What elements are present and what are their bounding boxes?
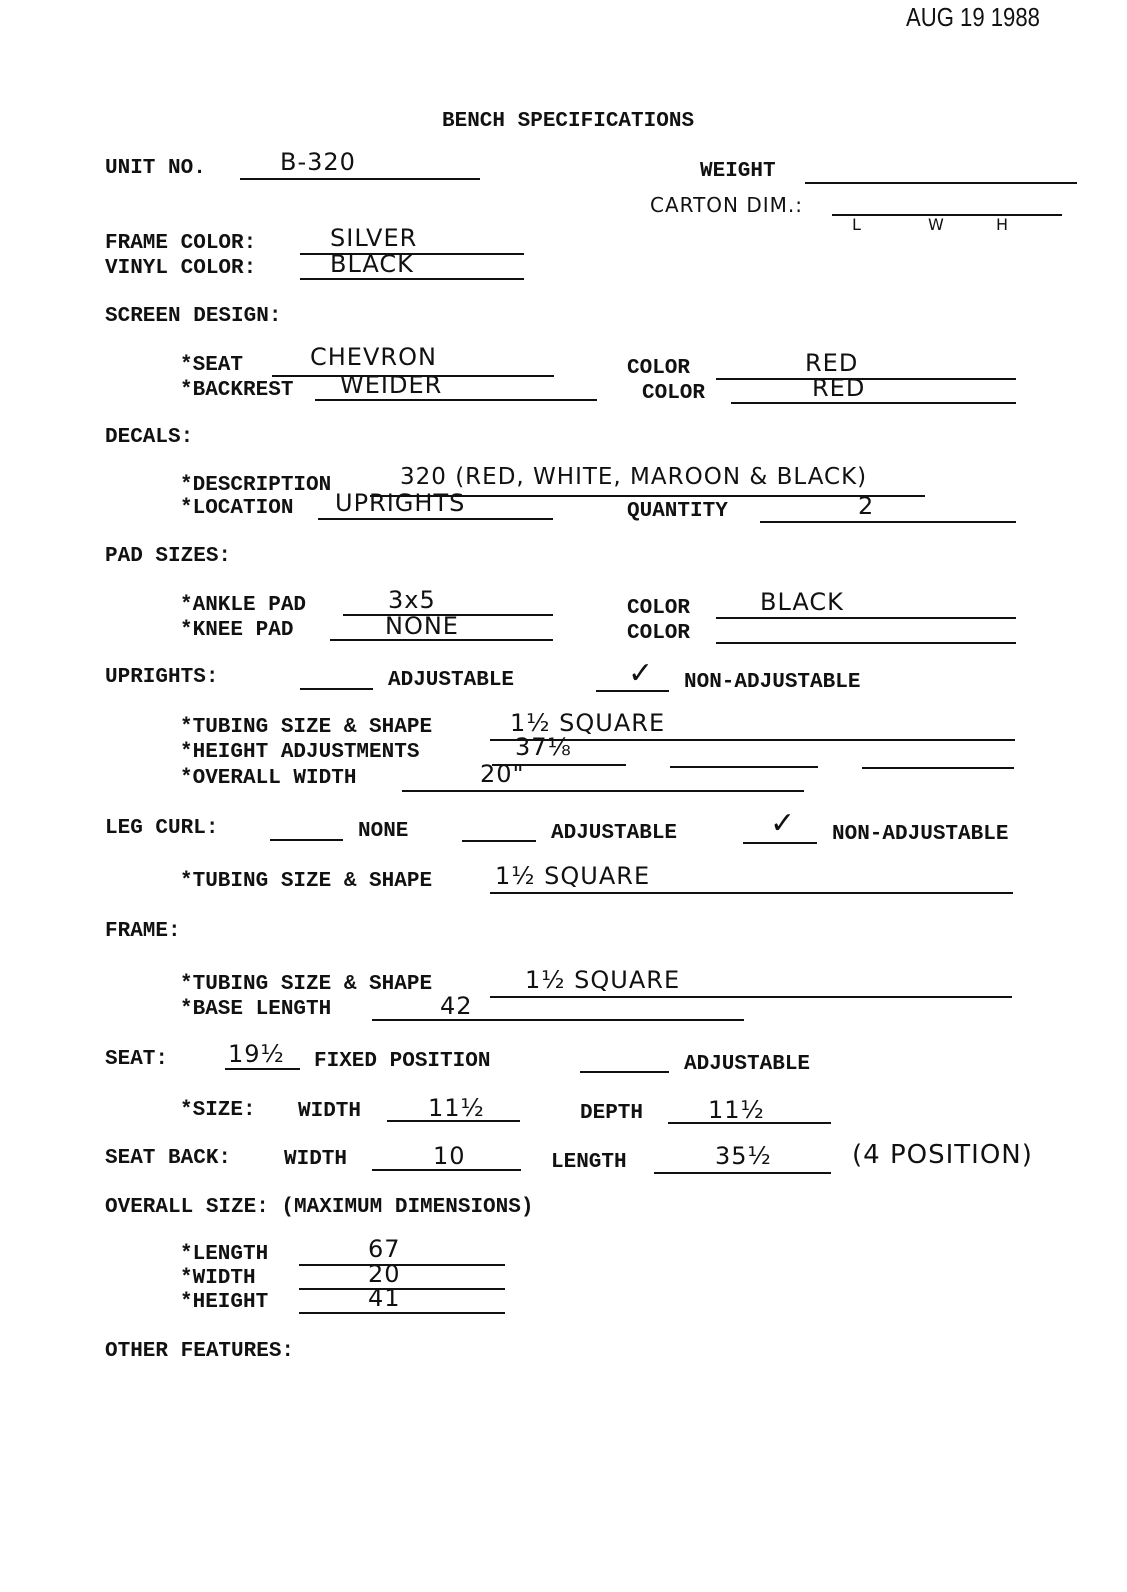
overall-width-value-2: 20 xyxy=(368,1260,401,1288)
field-line xyxy=(805,182,1077,184)
other-features-heading: OTHER FEATURES: xyxy=(105,1340,295,1363)
overall-width-value: 20" xyxy=(480,760,525,788)
unit-no-label: UNIT NO. xyxy=(105,157,206,180)
field-line xyxy=(240,178,480,180)
vinyl-color-label: VINYL COLOR: xyxy=(105,257,257,280)
knee-color-label: COLOR xyxy=(627,622,691,645)
quantity-value: 2 xyxy=(858,492,875,520)
leg-curl-none-label: NONE xyxy=(358,820,409,843)
seat-width-value: 11½ xyxy=(428,1094,485,1122)
quantity-label: QUANTITY xyxy=(627,500,728,523)
overall-length-label: *LENGTH xyxy=(180,1243,269,1266)
seat-label: *SEAT xyxy=(180,354,244,377)
seat-back-heading: SEAT BACK: xyxy=(105,1147,232,1170)
ankle-pad-value: 3x5 xyxy=(388,586,436,614)
dim-h: H xyxy=(996,215,1010,234)
uprights-adjustable-label: ADJUSTABLE xyxy=(388,669,515,692)
base-length-value: 42 xyxy=(440,992,473,1020)
seat-adjustable-label: ADJUSTABLE xyxy=(684,1053,811,1076)
height-adjustments-label: *HEIGHT ADJUSTMENTS xyxy=(180,741,420,764)
seat-width-label: WIDTH xyxy=(298,1100,362,1123)
field-line xyxy=(580,1071,669,1073)
overall-width-label-2: *WIDTH xyxy=(180,1267,256,1290)
field-line xyxy=(300,278,524,280)
seat-back-length-label: LENGTH xyxy=(551,1151,627,1174)
field-line xyxy=(716,642,1016,644)
uprights-non-adjustable-label: NON-ADJUSTABLE xyxy=(684,671,861,694)
backrest-value: WEIDER xyxy=(340,371,443,399)
seat-back-width-label: WIDTH xyxy=(284,1148,348,1171)
field-line xyxy=(670,766,818,768)
field-line xyxy=(743,842,817,844)
field-line xyxy=(716,378,1016,380)
field-line xyxy=(270,839,343,841)
uprights-tubing-value: 1½ SQUARE xyxy=(510,709,666,737)
seat-color-label: COLOR xyxy=(627,357,691,380)
field-line xyxy=(299,1312,505,1314)
date-stamp: AUG 19 1988 xyxy=(906,2,1040,32)
overall-size-heading: OVERALL SIZE: (MAXIMUM DIMENSIONS) xyxy=(105,1196,534,1219)
frame-heading: FRAME: xyxy=(105,920,181,943)
backrest-label: *BACKREST xyxy=(180,379,294,402)
ankle-color-value: BLACK xyxy=(760,588,844,616)
location-label: *LOCATION xyxy=(180,497,294,520)
field-line xyxy=(402,790,804,792)
field-line xyxy=(490,892,1013,894)
field-line xyxy=(318,518,553,520)
backrest-color-value: RED xyxy=(812,374,866,402)
pad-sizes-heading: PAD SIZES: xyxy=(105,545,232,568)
field-line xyxy=(716,617,1016,619)
knee-pad-value: NONE xyxy=(385,612,459,640)
leg-curl-non-adjustable-label: NON-ADJUSTABLE xyxy=(832,823,1009,846)
unit-no-value: B-320 xyxy=(280,148,356,176)
dim-w: W xyxy=(928,215,945,234)
frame-color-label: FRAME COLOR: xyxy=(105,232,257,255)
leg-curl-tubing-label: *TUBING SIZE & SHAPE xyxy=(180,870,433,893)
seat-depth-value: 11½ xyxy=(708,1096,765,1124)
check-mark-icon: ✓ xyxy=(628,656,655,691)
seat-size-label: *SIZE: xyxy=(180,1099,256,1122)
field-line xyxy=(387,1120,520,1122)
seat-back-length-value: 35½ xyxy=(715,1142,772,1170)
field-line xyxy=(654,1172,831,1174)
carton-dim-label: CARTON DIM.: xyxy=(650,193,804,217)
field-line xyxy=(330,639,553,641)
field-line xyxy=(315,399,597,401)
description-label: *DESCRIPTION xyxy=(180,474,332,497)
field-line xyxy=(372,1169,521,1171)
field-line xyxy=(862,767,1014,769)
field-line xyxy=(760,521,1016,523)
base-length-label: *BASE LENGTH xyxy=(180,998,332,1021)
dim-l: L xyxy=(852,215,862,234)
weight-label: WEIGHT xyxy=(700,160,776,183)
decals-heading: DECALS: xyxy=(105,426,194,449)
ankle-color-label: COLOR xyxy=(627,597,691,620)
frame-tubing-value: 1½ SQUARE xyxy=(525,966,681,994)
frame-color-value: SILVER xyxy=(330,224,418,252)
overall-height-label: *HEIGHT xyxy=(180,1291,269,1314)
field-line xyxy=(372,1019,744,1021)
description-value: 320 (RED, WHITE, MAROON & BLACK) xyxy=(400,464,868,490)
leg-curl-adjustable-label: ADJUSTABLE xyxy=(551,822,678,845)
field-line xyxy=(462,840,536,842)
location-value: UPRIGHTS xyxy=(335,489,466,517)
field-line xyxy=(299,1288,505,1290)
fixed-position-label: FIXED POSITION xyxy=(314,1050,491,1073)
seat-heading: SEAT: xyxy=(105,1048,169,1071)
seat-design-value: CHEVRON xyxy=(310,343,437,371)
leg-curl-tubing-value: 1½ SQUARE xyxy=(495,862,651,890)
vinyl-color-value: BLACK xyxy=(330,250,414,278)
overall-height-value: 41 xyxy=(368,1284,401,1312)
field-line xyxy=(490,996,1012,998)
frame-tubing-label: *TUBING SIZE & SHAPE xyxy=(180,973,433,996)
check-mark-icon: ✓ xyxy=(770,806,797,841)
field-line xyxy=(668,1122,831,1124)
field-line xyxy=(225,1068,300,1070)
screen-design-heading: SCREEN DESIGN: xyxy=(105,305,282,328)
seat-fixed-value: 19½ xyxy=(228,1040,285,1068)
seat-back-width-value: 10 xyxy=(433,1142,466,1170)
uprights-heading: UPRIGHTS: xyxy=(105,666,219,689)
uprights-tubing-label: *TUBING SIZE & SHAPE xyxy=(180,716,433,739)
seat-color-value: RED xyxy=(805,349,859,377)
seat-depth-label: DEPTH xyxy=(580,1102,644,1125)
height-adjustments-value: 37⅛ xyxy=(515,733,572,761)
backrest-color-label: COLOR xyxy=(642,382,706,405)
seat-back-note: (4 POSITION) xyxy=(852,1140,1033,1170)
field-line xyxy=(299,1264,505,1266)
field-line xyxy=(300,688,373,690)
field-line xyxy=(832,214,1062,216)
field-line xyxy=(731,402,1016,404)
leg-curl-heading: LEG CURL: xyxy=(105,817,219,840)
overall-length-value: 67 xyxy=(368,1235,401,1263)
overall-width-label: *OVERALL WIDTH xyxy=(180,767,357,790)
ankle-pad-label: *ANKLE PAD xyxy=(180,594,307,617)
page-title: BENCH SPECIFICATIONS xyxy=(442,110,695,133)
knee-pad-label: *KNEE PAD xyxy=(180,619,294,642)
